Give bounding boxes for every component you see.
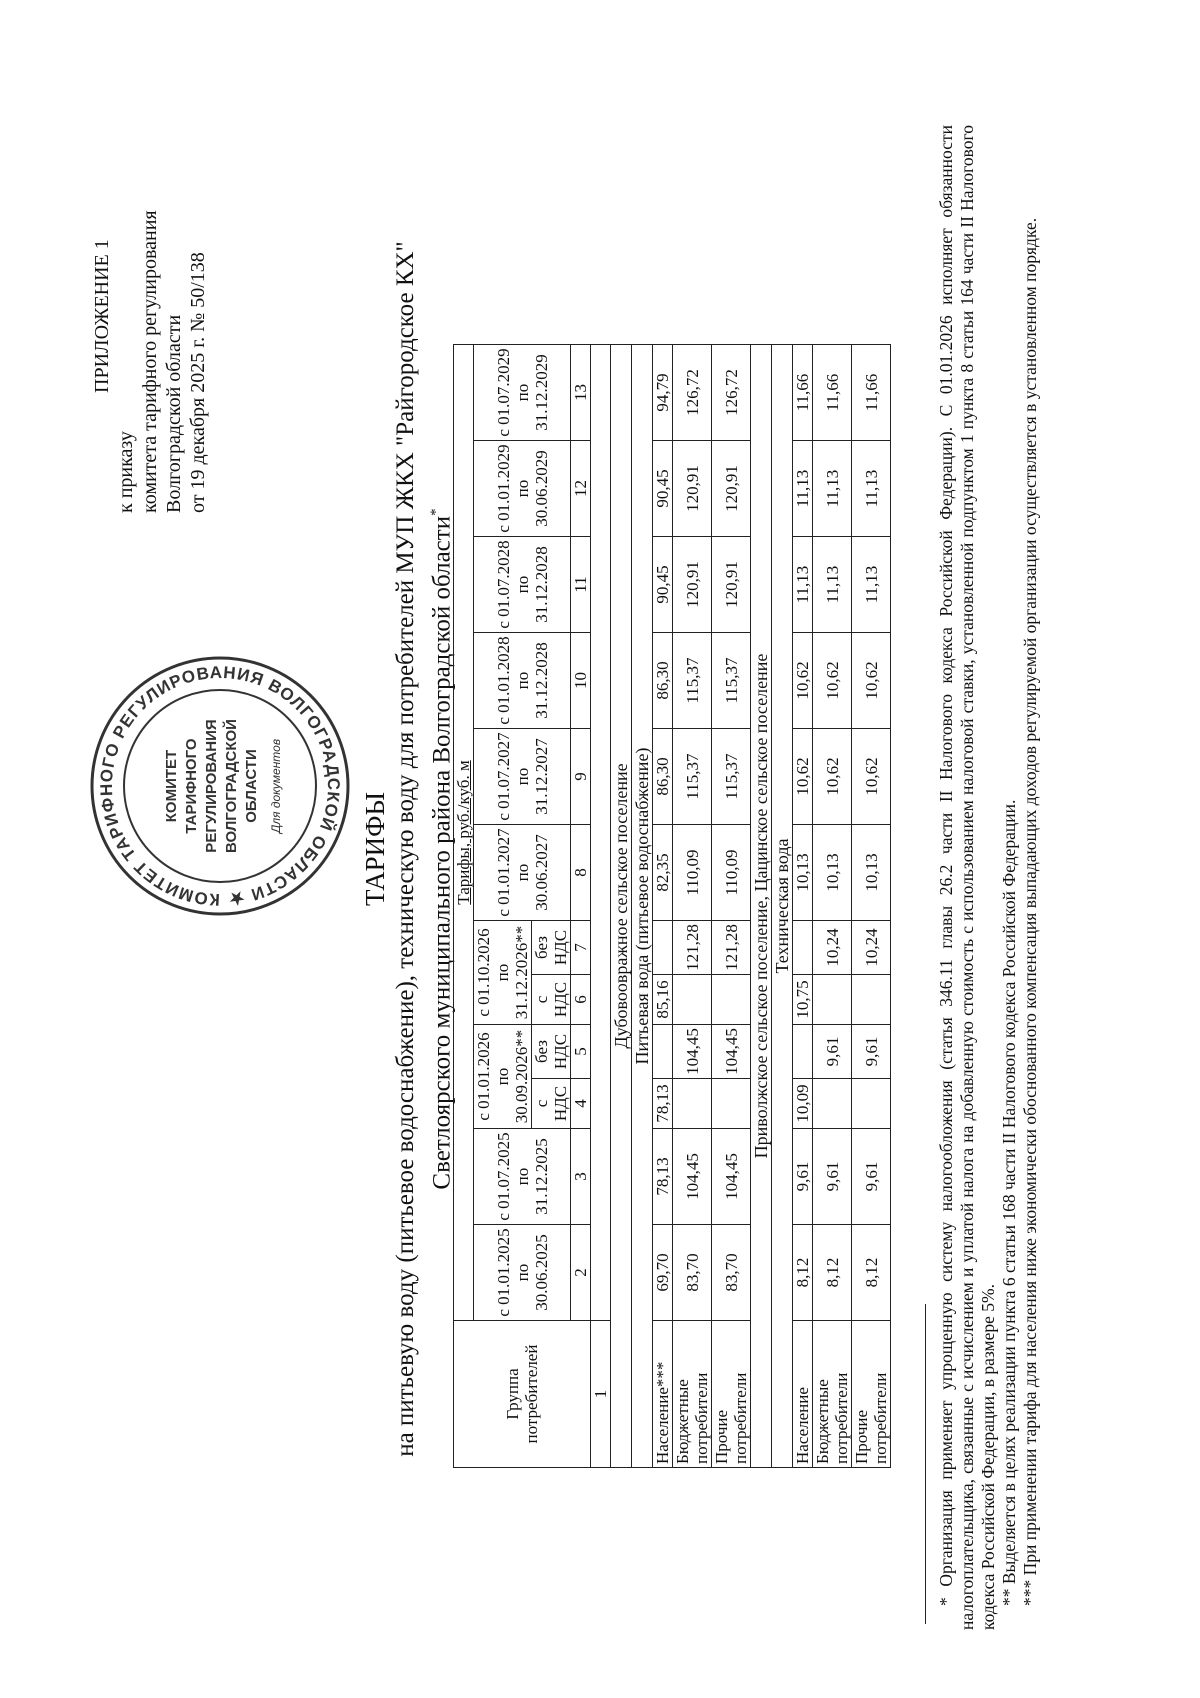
- table-header-row: [474, 345, 532, 1468]
- section-row: [611, 345, 632, 1468]
- header-period: с 01.01.2028 по 31.12.2028: [474, 633, 571, 729]
- consumer-group: Население***: [653, 1321, 673, 1468]
- section-row: [772, 345, 793, 1468]
- tariff-value: [793, 921, 813, 975]
- stamp-center-line: КОМИТЕТ: [163, 749, 180, 823]
- section1-rows: [653, 345, 751, 1468]
- column-number: 8: [571, 825, 591, 921]
- footnote-2: ** Выделяется в целях реализации пункта 6 статьи 168 части II Налогового кодекса Российской Федерации.: [999, 799, 1019, 1606]
- tariff-value: [712, 1079, 751, 1129]
- tariff-value: 83,70: [673, 1225, 712, 1321]
- table-row: [813, 345, 852, 1468]
- appendix-date-number: от 19 декабря 2025 г. № 50/138: [187, 252, 209, 513]
- header-period: с 01.07.2028 по 31.12.2028: [474, 537, 571, 633]
- header-period: с 01.07.2029 по 31.12.2029: [474, 345, 571, 441]
- tariff-value: 90,45: [653, 537, 673, 633]
- tariff-value: 126,72: [673, 345, 712, 441]
- page-subtitle: на питьевую воду (питьевое водоснабжение), техническую воду для потребителей МУП ЖКХ "Райгородское КХ": [392, 241, 419, 1457]
- table-row: [591, 345, 611, 1468]
- header-tariffs: [454, 345, 474, 1321]
- column-number: 12: [571, 441, 591, 537]
- tariff-value: 10,13: [813, 825, 852, 921]
- tariff-value: 120,91: [712, 441, 751, 537]
- column-number: 4: [571, 1079, 591, 1129]
- official-stamp: [88, 653, 353, 918]
- header-tariffs-text: Тарифы, руб./куб. м: [454, 760, 473, 905]
- tariff-value: 121,28: [712, 921, 751, 975]
- tariff-value: [673, 1079, 712, 1129]
- tariff-value: 10,75: [793, 975, 813, 1025]
- column-number: 6: [571, 975, 591, 1025]
- tariff-value: 8,12: [852, 1225, 891, 1321]
- header-period: с 01.01.2026 по 30.09.2026**: [474, 1025, 532, 1129]
- subsection-title: Питьевая вода (питьевое водоснабжение): [632, 345, 653, 1468]
- tariff-value: [653, 1025, 673, 1079]
- tariff-value: 11,13: [793, 441, 813, 537]
- footnote-1: * Организация применяет упрощенную систему налогообложения (статья 346.11 главы 26.2 части II Налогового кодекса Российской Федерации). С 01.01.2026 исполняет обязанности налогоплательщика, связанные с исчислением и уплатой налога на добавленную стоимость с использованием налоговой ставки, установленной подпунктом 1 пункта 8 статьи 164 части II Налогового кодекса Российской Федерации, в размере 5%.: [936, 125, 998, 1630]
- tariff-value: 11,66: [793, 345, 813, 441]
- tariff-value: 110,09: [712, 825, 751, 921]
- column-number: 1: [591, 1321, 611, 1468]
- tariff-value: [653, 921, 673, 975]
- tariff-value: 10,24: [813, 921, 852, 975]
- tariff-value: 94,79: [653, 345, 673, 441]
- tariff-value: 9,61: [813, 1129, 852, 1225]
- table-row: [673, 345, 712, 1468]
- tariff-value: [813, 975, 852, 1025]
- column-number: 5: [571, 1025, 591, 1079]
- header-vat: без НДС: [532, 921, 571, 975]
- stamp-center-line: Для документов: [269, 738, 283, 834]
- tariff-value: 86,30: [653, 729, 673, 825]
- appendix-order-ref: к приказу: [115, 431, 137, 513]
- tariff-value: 8,12: [793, 1225, 813, 1321]
- subtitle-footnote-mark: *: [428, 508, 444, 516]
- tariff-value: 10,13: [852, 825, 891, 921]
- column-number: 13: [571, 345, 591, 441]
- tariff-value: 11,13: [793, 537, 813, 633]
- tariff-value: 120,91: [712, 537, 751, 633]
- table-column-numbers: [571, 345, 591, 1468]
- tariff-value: 78,13: [653, 1079, 673, 1129]
- consumer-group: Бюджетные потребители: [673, 1321, 712, 1468]
- section-row: [632, 345, 653, 1468]
- tariff-value: 82,35: [653, 825, 673, 921]
- tariff-value: 10,62: [813, 729, 852, 825]
- header-period: с 01.01.2025 по 30.06.2025: [474, 1225, 571, 1321]
- header-period: с 01.10.2026 по 31.12.2026**: [474, 921, 532, 1025]
- tariff-value: [852, 1079, 891, 1129]
- section-title: Дубовоовражное сельское поселение: [611, 345, 632, 1468]
- consumer-group: Прочие потребители: [852, 1321, 891, 1468]
- appendix-title: ПРИЛОЖЕНИЕ 1: [91, 239, 113, 393]
- footnote-divider: [925, 1304, 926, 1624]
- subsection-title: Техническая вода: [772, 345, 793, 1468]
- tariff-value: 83,70: [712, 1225, 751, 1321]
- tariff-value: 11,66: [852, 345, 891, 441]
- table-header-row: [454, 345, 474, 1468]
- header-vat: без НДС: [532, 1025, 571, 1079]
- consumer-group: Население: [793, 1321, 813, 1468]
- column-number: 7: [571, 921, 591, 975]
- tariff-value: 8,12: [813, 1225, 852, 1321]
- header-vat: с НДС: [532, 1079, 571, 1129]
- stamp-center-line: ВОЛГОГРАДСКОЙ: [223, 719, 240, 853]
- column-number: 3: [571, 1129, 591, 1225]
- tariff-value: 115,37: [673, 633, 712, 729]
- tariff-value: 104,45: [712, 1025, 751, 1079]
- consumer-group: Прочие потребители: [712, 1321, 751, 1468]
- tariff-table: [453, 344, 891, 1468]
- appendix-region: Волгоградской области: [163, 314, 185, 513]
- tariff-value: 115,37: [712, 729, 751, 825]
- tariff-value: 10,13: [793, 825, 813, 921]
- tariff-value: 86,30: [653, 633, 673, 729]
- tariff-value: 9,61: [852, 1025, 891, 1079]
- tariff-value: 126,72: [712, 345, 751, 441]
- column-number: 11: [571, 537, 591, 633]
- tariff-value: 10,62: [813, 633, 852, 729]
- column-number: 2: [571, 1225, 591, 1321]
- tariff-value: 10,62: [793, 729, 813, 825]
- tariff-value: 104,45: [712, 1129, 751, 1225]
- table-row: [793, 345, 813, 1468]
- tariff-value: 11,13: [852, 537, 891, 633]
- page-subtitle-region: [422, 0, 456, 1698]
- tariff-value: 115,37: [712, 633, 751, 729]
- tariff-value: 11,13: [852, 441, 891, 537]
- page-title: ТАРИФЫ: [360, 791, 390, 907]
- stamp-center-line: ОБЛАСТИ: [243, 749, 260, 823]
- tariff-value: 115,37: [673, 729, 712, 825]
- appendix-header: [90, 210, 210, 513]
- footnote-3: *** При применении тарифа для населения ниже экономически обоснованного компенсация выпадающих доходов регулируемой организации осуществляется в установленном порядке.: [1020, 217, 1040, 1606]
- tariff-value: 78,13: [653, 1129, 673, 1225]
- tariff-value: [712, 975, 751, 1025]
- subtitle-region-text: Светлоярского муниципального района Волгоградской области: [428, 515, 456, 1190]
- tariff-value: [852, 975, 891, 1025]
- tariff-value: 120,91: [673, 441, 712, 537]
- stamp-center-line: ТАРИФНОГО: [183, 738, 200, 834]
- tariff-value: 11,13: [813, 537, 852, 633]
- appendix-committee: комитета тарифного регулирования: [139, 210, 161, 513]
- header-period: с 01.07.2027 по 31.12.2027: [474, 729, 571, 825]
- table-row: [852, 345, 891, 1468]
- header-vat: с НДС: [532, 975, 571, 1025]
- table-row: [653, 345, 673, 1468]
- tariff-value: [793, 1025, 813, 1079]
- header-period: с 01.07.2025 по 31.12.2025: [474, 1129, 571, 1225]
- tariff-value: 10,24: [852, 921, 891, 975]
- tariff-value: 11,13: [813, 441, 852, 537]
- tariff-value: 9,61: [852, 1129, 891, 1225]
- column-number: 10: [571, 633, 591, 729]
- consumer-group: Бюджетные потребители: [813, 1321, 852, 1468]
- section-title: Приволжское сельское поселение, Цацинское сельское поселение: [751, 345, 772, 1468]
- tariff-value: 9,61: [813, 1025, 852, 1079]
- header-group: Группа потребителей: [454, 1321, 591, 1468]
- tariff-value: [813, 1079, 852, 1129]
- tariff-value: 11,66: [813, 345, 852, 441]
- tariff-value: 120,91: [673, 537, 712, 633]
- section-row: [751, 345, 772, 1468]
- tariff-value: 9,61: [793, 1129, 813, 1225]
- header-period: с 01.01.2027 по 30.06.2027: [474, 825, 571, 921]
- tariff-value: 90,45: [653, 441, 673, 537]
- tariff-value: 85,16: [653, 975, 673, 1025]
- stamp-center-line: РЕГУЛИРОВАНИЯ: [203, 719, 220, 853]
- footnotes: [936, 125, 1041, 1630]
- tariff-value: 110,09: [673, 825, 712, 921]
- stamp-ring-text: КОМИТЕТ ТАРИФНОГО РЕГУЛИРОВАНИЯ ВОЛГОГРАДСКОЙ ОБЛАСТИ ★: [96, 662, 344, 910]
- tariff-value: 10,62: [852, 729, 891, 825]
- tariff-value: 10,62: [793, 633, 813, 729]
- column-number: 9: [571, 729, 591, 825]
- tariff-value: 104,45: [673, 1129, 712, 1225]
- header-period: с 01.01.2029 по 30.06.2029: [474, 441, 571, 537]
- tariff-value: 104,45: [673, 1025, 712, 1079]
- tariff-value: 10,62: [852, 633, 891, 729]
- tariff-value: [673, 975, 712, 1025]
- tariff-value: 10,09: [793, 1079, 813, 1129]
- section2-rows: [793, 345, 891, 1468]
- tariff-value: 69,70: [653, 1225, 673, 1321]
- tariff-value: 121,28: [673, 921, 712, 975]
- table-row: [712, 345, 751, 1468]
